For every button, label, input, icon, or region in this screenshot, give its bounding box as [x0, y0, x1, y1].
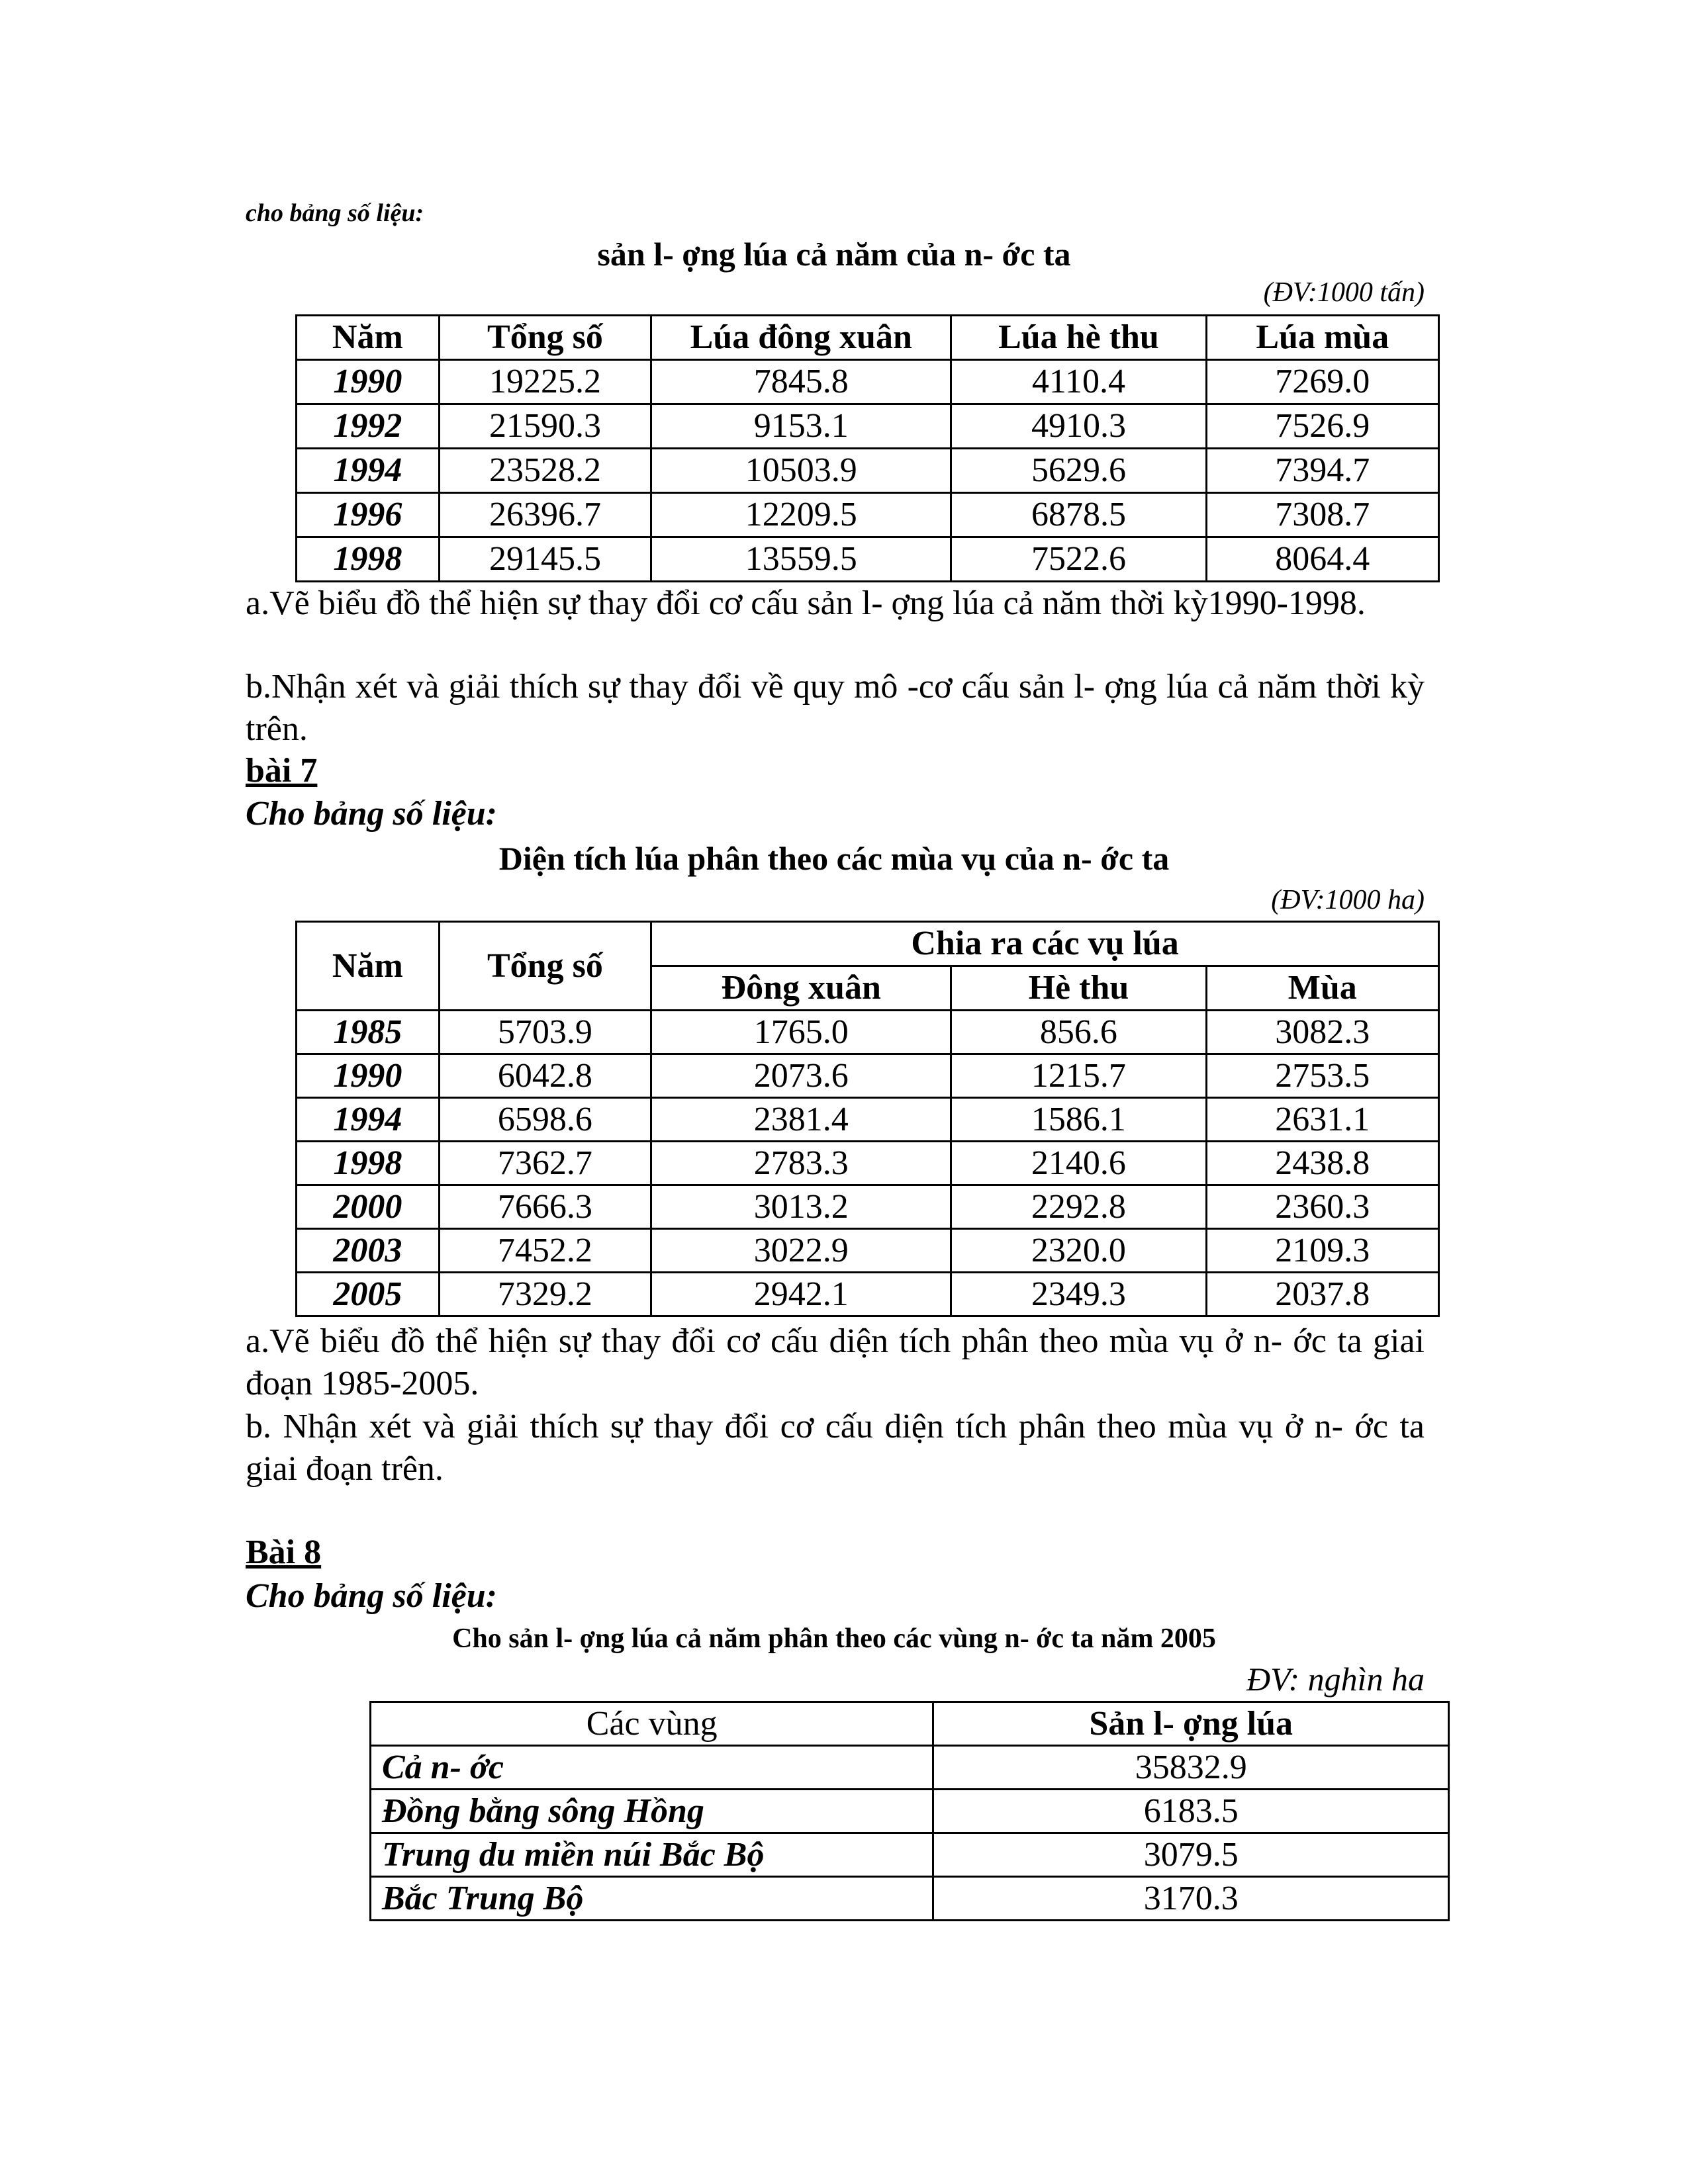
header-output: Sản l- ợng lúa: [933, 1702, 1449, 1746]
value-cell: 2360.3: [1206, 1185, 1438, 1229]
year-cell: 1990: [297, 360, 440, 404]
header-year: Năm: [297, 316, 440, 360]
region-cell: Đồng bằng sông Hồng: [371, 1790, 933, 1833]
value-cell: 7394.7: [1206, 449, 1438, 493]
table2-unit: (ĐV:1000 ha): [1271, 885, 1425, 915]
year-cell: 1994: [297, 1098, 440, 1142]
value-cell: 8064.4: [1206, 537, 1438, 582]
value-cell: 2073.6: [651, 1054, 951, 1098]
value-cell: 2381.4: [651, 1098, 951, 1142]
question-a-1: a.Vẽ biểu đồ thể hiện sự thay đổi cơ cấu sản l- ợng lúa cả năm thời kỳ1990-1998.: [246, 584, 1366, 622]
exercise-8-heading: Bài 8: [246, 1533, 322, 1571]
year-cell: 2000: [297, 1185, 440, 1229]
table-row: [297, 1142, 1439, 1185]
table-row: [297, 1011, 1439, 1054]
region-cell: Cả n- ớc: [371, 1746, 933, 1790]
rice-area-table: [295, 921, 1440, 1317]
table-row: [297, 449, 1439, 493]
header-winter-spring: Lúa đông xuân: [651, 316, 951, 360]
value-cell: 2037.8: [1206, 1273, 1438, 1316]
value-cell: 7452.2: [439, 1229, 651, 1273]
value-cell: 3079.5: [933, 1833, 1449, 1877]
value-cell: 10503.9: [651, 449, 951, 493]
value-cell: 7845.8: [651, 360, 951, 404]
table-header-row: [371, 1702, 1449, 1746]
table-row: [297, 1098, 1439, 1142]
value-cell: 6042.8: [439, 1054, 651, 1098]
value-cell: 29145.5: [439, 537, 651, 582]
table-row: [371, 1833, 1449, 1877]
year-cell: 1998: [297, 1142, 440, 1185]
value-cell: 1586.1: [951, 1098, 1206, 1142]
value-cell: 2438.8: [1206, 1142, 1438, 1185]
value-cell: 2320.0: [951, 1229, 1206, 1273]
table1-title: sản l- ợng lúa cả năm của n- ớc ta: [597, 236, 1071, 273]
value-cell: 856.6: [951, 1011, 1206, 1054]
value-cell: 1215.7: [951, 1054, 1206, 1098]
intro-label-2: Cho bảng số liệu:: [246, 795, 497, 833]
value-cell: 5629.6: [951, 449, 1206, 493]
year-cell: 1990: [297, 1054, 440, 1098]
table-row: [297, 493, 1439, 537]
value-cell: 2140.6: [951, 1142, 1206, 1185]
header-year: Năm: [297, 922, 440, 1011]
table-row: [297, 1185, 1439, 1229]
year-cell: 1994: [297, 449, 440, 493]
year-cell: 1985: [297, 1011, 440, 1054]
table1-unit: (ĐV:1000 tấn): [1263, 277, 1425, 308]
value-cell: 2292.8: [951, 1185, 1206, 1229]
value-cell: 3082.3: [1206, 1011, 1438, 1054]
year-cell: 1992: [297, 404, 440, 449]
table-row: [371, 1790, 1449, 1833]
value-cell: 2942.1: [651, 1273, 951, 1316]
year-cell: 2003: [297, 1229, 440, 1273]
regional-output-table: [369, 1701, 1450, 1921]
intro-label: cho bảng số liệu:: [246, 199, 424, 227]
table3-unit: ĐV: nghìn ha: [1246, 1661, 1425, 1698]
value-cell: 26396.7: [439, 493, 651, 537]
intro-label-3: Cho bảng số liệu:: [246, 1577, 497, 1615]
table-row: [297, 360, 1439, 404]
header-winter-spring: Đông xuân: [651, 966, 951, 1011]
table-row: [297, 1054, 1439, 1098]
header-season-group: Chia ra các vụ lúa: [651, 922, 1439, 966]
value-cell: 4910.3: [951, 404, 1206, 449]
value-cell: 2631.1: [1206, 1098, 1438, 1142]
exercise-7-heading: bài 7: [246, 752, 318, 790]
value-cell: 7362.7: [439, 1142, 651, 1185]
value-cell: 2783.3: [651, 1142, 951, 1185]
value-cell: 21590.3: [439, 404, 651, 449]
header-total: Tổng số: [439, 316, 651, 360]
value-cell: 3022.9: [651, 1229, 951, 1273]
table3-title: Cho sản l- ợng lúa cả năm phân theo các vùng n- ớc ta năm 2005: [452, 1623, 1216, 1654]
header-main-season: Lúa mùa: [1206, 316, 1438, 360]
value-cell: 19225.2: [439, 360, 651, 404]
value-cell: 35832.9: [933, 1746, 1449, 1790]
value-cell: 5703.9: [439, 1011, 651, 1054]
value-cell: 7526.9: [1206, 404, 1438, 449]
table-row: [297, 1229, 1439, 1273]
header-region: Các vùng: [371, 1702, 933, 1746]
header-summer-autumn: Hè thu: [951, 966, 1206, 1011]
value-cell: 7522.6: [951, 537, 1206, 582]
value-cell: 2753.5: [1206, 1054, 1438, 1098]
value-cell: 13559.5: [651, 537, 951, 582]
value-cell: 6183.5: [933, 1790, 1449, 1833]
rice-output-table: [295, 314, 1440, 582]
question-b-2: b. Nhận xét và giải thích sự thay đổi cơ cấu diện tích phân theo mùa vụ ở n- ớc ta giai đoạn trên.: [246, 1408, 1425, 1488]
value-cell: 2109.3: [1206, 1229, 1438, 1273]
value-cell: 4110.4: [951, 360, 1206, 404]
value-cell: 1765.0: [651, 1011, 951, 1054]
value-cell: 7269.0: [1206, 360, 1438, 404]
question-b-1: b.Nhận xét và giải thích sự thay đổi về quy mô -cơ cấu sản l- ợng lúa cả năm thời kỳ trên.: [246, 668, 1425, 748]
year-cell: 1996: [297, 493, 440, 537]
region-cell: Bắc Trung Bộ: [371, 1877, 933, 1921]
header-total: Tổng số: [439, 922, 651, 1011]
header-summer-autumn: Lúa hè thu: [951, 316, 1206, 360]
question-a-2: a.Vẽ biểu đồ thể hiện sự thay đổi cơ cấu diện tích phân theo mùa vụ ở n- ớc ta giai đoạn 1985-2005.: [246, 1322, 1425, 1402]
value-cell: 7308.7: [1206, 493, 1438, 537]
table-row: [371, 1877, 1449, 1921]
region-cell: Trung du miền núi Bắc Bộ: [371, 1833, 933, 1877]
table-row: [371, 1746, 1449, 1790]
value-cell: 6598.6: [439, 1098, 651, 1142]
table-header-row: [297, 922, 1439, 966]
value-cell: 7666.3: [439, 1185, 651, 1229]
value-cell: 2349.3: [951, 1273, 1206, 1316]
table-row: [297, 1273, 1439, 1316]
value-cell: 23528.2: [439, 449, 651, 493]
header-main-season: Mùa: [1206, 966, 1438, 1011]
year-cell: 1998: [297, 537, 440, 582]
value-cell: 12209.5: [651, 493, 951, 537]
table-row: [297, 404, 1439, 449]
value-cell: 9153.1: [651, 404, 951, 449]
value-cell: 6878.5: [951, 493, 1206, 537]
table2-title: Diện tích lúa phân theo các mùa vụ của n- ớc ta: [498, 840, 1170, 877]
year-cell: 2005: [297, 1273, 440, 1316]
value-cell: 3013.2: [651, 1185, 951, 1229]
value-cell: 3170.3: [933, 1877, 1449, 1921]
value-cell: 7329.2: [439, 1273, 651, 1316]
table-header-row: [297, 316, 1439, 360]
table-row: [297, 537, 1439, 582]
